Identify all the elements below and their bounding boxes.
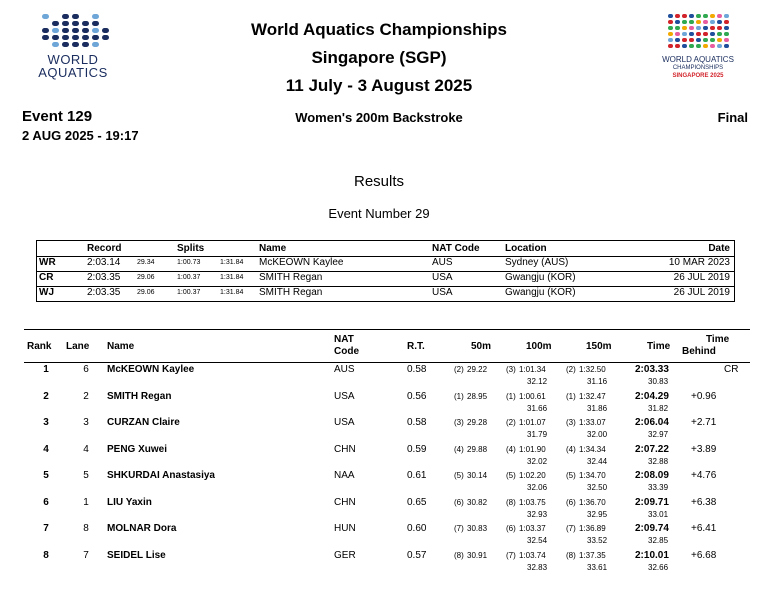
final-time: 2:04.29 (635, 390, 669, 402)
results-header-rt: R.T. (407, 341, 425, 352)
reaction-time: 0.59 (407, 443, 427, 455)
venue-title: Singapore (SGP) (311, 48, 447, 67)
lane: 6 (83, 364, 89, 375)
lane: 1 (83, 496, 89, 508)
record-split-150: 1:31.84 (220, 289, 244, 296)
split-100m: 32.83 (527, 562, 548, 572)
results-header-code: Code (334, 346, 359, 357)
lane: 3 (83, 417, 89, 428)
logo-dot (52, 42, 59, 47)
cumulative-100m: 1:03.74 (519, 550, 546, 560)
record-location: Gwangju (KOR) (505, 287, 576, 298)
nat-code: CHN (334, 496, 356, 508)
cumulative-150m: 1:32.47 (579, 391, 606, 401)
split-100m: 32.06 (527, 483, 548, 492)
results-header-nat: NAT (334, 334, 354, 345)
time-behind: +6.38 (691, 496, 717, 508)
record-time: 2:03.35 (87, 272, 121, 283)
time-behind: +2.71 (691, 417, 717, 428)
event-datetime: 2 AUG 2025 - 19:17 (22, 128, 139, 143)
record-nat: USA (432, 287, 453, 298)
final-time: 2:07.22 (635, 443, 669, 455)
cumulative-100m: 1:03.75 (519, 497, 546, 507)
event-phase: Final (717, 110, 748, 125)
result-row (24, 523, 750, 549)
athlete-name: PENG Xuwei (107, 443, 168, 455)
records-table (36, 240, 735, 302)
record-type: WR (39, 257, 56, 268)
results-heading: Results (353, 173, 405, 190)
dates-title: 11 July - 3 August 2025 (285, 76, 473, 95)
athlete-name: LIU Yaxin (107, 496, 152, 508)
rank: 3 (43, 417, 49, 428)
event-name: Women's 200m Backstroke (295, 110, 463, 125)
athlete-name: McKEOWN Kaylee (107, 364, 195, 375)
lane: 7 (83, 549, 89, 561)
record-date: 10 MAR 2023 (668, 257, 730, 268)
split-150m: 31.16 (587, 377, 608, 386)
logo-dot (102, 14, 109, 19)
place-50m: (3) (454, 418, 464, 427)
split-150m: 31.86 (587, 403, 608, 413)
record-date: 26 JUL 2019 (673, 272, 730, 283)
split-100m: 32.54 (527, 536, 548, 545)
lane: 4 (83, 443, 89, 455)
nat-code: USA (334, 390, 355, 402)
athlete-name: SHKURDAI Anastasiya (107, 470, 215, 481)
lane: 2 (83, 390, 89, 402)
place-100m: (5) (506, 471, 516, 480)
split-50m: 30.82 (467, 497, 488, 507)
record-split-100: 1:00.73 (177, 259, 201, 266)
cumulative-150m: 1:36.70 (579, 497, 606, 507)
results-header-name: Name (107, 341, 135, 352)
championships-logo-line2: CHAMPIONSHIPS (672, 65, 724, 71)
lane: 8 (83, 523, 89, 534)
record-split-50: 29.34 (137, 259, 155, 266)
split-200m: 32.66 (648, 562, 669, 572)
time-behind: +4.76 (691, 470, 717, 481)
records-header-record: Record (87, 243, 122, 254)
cumulative-100m: 1:01.34 (519, 365, 546, 374)
place-50m: (6) (454, 497, 464, 507)
athlete-name: SMITH Regan (107, 390, 172, 402)
split-150m: 32.00 (587, 430, 608, 439)
records-header-nat: NAT Code (432, 243, 480, 254)
record-split-50: 29.06 (137, 274, 155, 281)
place-150m: (6) (566, 497, 576, 507)
place-100m: (4) (506, 444, 516, 454)
split-50m: 29.28 (467, 418, 488, 427)
logo-text-line1: WORLD (47, 52, 99, 67)
record-split-100: 1:00.37 (177, 289, 201, 296)
place-100m: (7) (506, 550, 516, 560)
results-header-lane: Lane (66, 341, 90, 352)
result-row (24, 417, 750, 443)
record-row (37, 287, 734, 301)
place-150m: (1) (566, 391, 576, 401)
logo-dot (62, 42, 69, 47)
time-behind: +0.96 (691, 390, 717, 402)
nat-code: CHN (334, 443, 356, 455)
result-row (24, 550, 750, 576)
place-100m: (2) (506, 418, 516, 427)
reaction-time: 0.58 (407, 364, 427, 375)
logo-dot (52, 14, 59, 19)
split-150m: 32.95 (587, 509, 608, 519)
results-header-time: Time (647, 341, 671, 352)
split-150m: 33.52 (587, 536, 608, 545)
event-number: Event Number 29 (328, 206, 430, 221)
record-type: WJ (39, 287, 54, 298)
results-header-divider (24, 362, 750, 363)
cumulative-100m: 1:01.07 (519, 418, 546, 427)
athlete-name: MOLNAR Dora (107, 523, 177, 534)
logo-dot (92, 14, 99, 19)
record-row (37, 257, 734, 271)
split-100m: 31.79 (527, 430, 548, 439)
record-split-100: 1:00.37 (177, 274, 201, 281)
championships-logo-dot (689, 14, 694, 18)
logo-dot (42, 14, 49, 19)
split-200m: 30.83 (648, 377, 669, 386)
final-time: 2:09.74 (635, 523, 669, 534)
championships-logo-dot (717, 14, 722, 18)
record-date: 26 JUL 2019 (673, 287, 730, 298)
place-50m: (7) (454, 524, 464, 533)
results-header-time-behind-2: Behind (682, 346, 716, 357)
nat-code: USA (334, 417, 355, 428)
split-200m: 32.97 (648, 430, 669, 439)
reaction-time: 0.57 (407, 549, 427, 561)
rank: 1 (43, 364, 49, 375)
place-150m: (5) (566, 471, 576, 480)
results-header-time-behind-1: Time (706, 334, 730, 345)
logo-dot (82, 42, 89, 47)
cumulative-150m: 1:36.89 (579, 524, 606, 533)
logo-dot (72, 42, 79, 47)
split-200m: 32.85 (648, 536, 669, 545)
cumulative-150m: 1:34.70 (579, 471, 606, 480)
result-row (24, 364, 750, 390)
championships-logo-line3: SINGAPORE 2025 (672, 73, 724, 79)
nat-code: HUN (334, 523, 356, 534)
place-150m: (2) (566, 365, 576, 374)
nat-code: AUS (334, 364, 355, 375)
reaction-time: 0.56 (407, 390, 427, 402)
final-time: 2:06.04 (635, 417, 669, 428)
record-split-150: 1:31.84 (220, 259, 244, 266)
records-header-date: Date (708, 243, 730, 254)
record-split-150: 1:31.84 (220, 274, 244, 281)
result-row (24, 497, 750, 523)
championships-logo-dot (668, 14, 673, 18)
reaction-time: 0.58 (407, 417, 427, 428)
rank: 5 (43, 470, 49, 481)
split-100m: 32.12 (527, 377, 548, 386)
record-note: CR (724, 364, 739, 375)
place-50m: (8) (454, 550, 464, 560)
championships-logo-dot (724, 14, 729, 18)
logo-dot (42, 42, 49, 47)
reaction-time: 0.60 (407, 523, 427, 534)
records-header-name: Name (259, 243, 287, 254)
split-50m: 30.91 (467, 550, 488, 560)
cumulative-100m: 1:02.20 (519, 471, 546, 480)
split-100m: 32.02 (527, 456, 548, 466)
split-200m: 31.82 (648, 403, 669, 413)
final-time: 2:10.01 (635, 549, 669, 561)
logo-dot (102, 42, 109, 47)
place-150m: (7) (566, 524, 576, 533)
final-time: 2:09.71 (635, 496, 669, 508)
record-holder-name: McKEOWN Kaylee (259, 257, 344, 268)
lane: 5 (83, 470, 89, 481)
championships-logo-dot (710, 14, 715, 18)
championships-logo-dot (696, 14, 701, 18)
place-150m: (4) (566, 444, 576, 454)
place-100m: (8) (506, 497, 516, 507)
cumulative-100m: 1:00.61 (519, 391, 546, 401)
cumulative-100m: 1:03.37 (519, 524, 546, 533)
place-100m: (6) (506, 524, 516, 533)
time-behind: +6.41 (691, 523, 717, 534)
record-split-50: 29.06 (137, 289, 155, 296)
logo-dot (92, 42, 99, 47)
result-row (24, 470, 750, 496)
record-row (37, 272, 734, 286)
place-50m: (4) (454, 444, 464, 454)
record-time: 2:03.14 (87, 257, 121, 268)
cumulative-100m: 1:01.90 (519, 444, 546, 454)
place-100m: (1) (506, 391, 516, 401)
split-200m: 32.88 (648, 456, 669, 466)
cumulative-150m: 1:32.50 (579, 365, 606, 374)
results-header (24, 330, 750, 362)
record-holder-name: SMITH Regan (259, 287, 323, 298)
athlete-name: SEIDEL Lise (107, 549, 166, 561)
record-holder-name: SMITH Regan (259, 272, 323, 283)
rank: 2 (43, 390, 49, 402)
place-50m: (1) (454, 391, 464, 401)
record-location: Sydney (AUS) (505, 257, 569, 268)
result-row (24, 391, 750, 417)
time-behind: +3.89 (691, 443, 717, 455)
logo-dot (72, 14, 79, 19)
results-header-150m: 150m (586, 341, 612, 352)
place-150m: (3) (566, 418, 576, 427)
rank: 7 (43, 523, 49, 534)
record-nat: USA (432, 272, 453, 283)
split-50m: 29.22 (467, 365, 488, 374)
record-type: CR (39, 272, 54, 283)
time-behind: +6.68 (691, 549, 717, 561)
split-100m: 32.93 (527, 509, 548, 519)
place-150m: (8) (566, 550, 576, 560)
split-150m: 32.44 (587, 456, 608, 466)
athlete-name: CURZAN Claire (107, 417, 180, 428)
championships-logo-dot (703, 14, 708, 18)
split-150m: 33.61 (587, 562, 608, 572)
record-time: 2:03.35 (87, 287, 121, 298)
results-header-rank: Rank (27, 341, 52, 352)
reaction-time: 0.65 (407, 496, 427, 508)
results-header-50m: 50m (471, 341, 492, 352)
rank: 8 (43, 549, 49, 561)
championships-logo-dot (682, 14, 687, 18)
place-50m: (5) (454, 471, 464, 480)
split-50m: 29.88 (467, 444, 488, 454)
logo-dot (82, 14, 89, 19)
final-time: 2:08.09 (635, 470, 669, 481)
nat-code: NAA (334, 470, 355, 481)
split-150m: 32.50 (587, 483, 608, 492)
logo-dot (62, 14, 69, 19)
page-title: World Aquatics Championships (251, 20, 507, 39)
split-50m: 28.95 (467, 391, 488, 401)
place-100m: (3) (506, 365, 516, 374)
final-time: 2:03.33 (635, 364, 669, 375)
reaction-time: 0.61 (407, 470, 427, 481)
record-location: Gwangju (KOR) (505, 272, 576, 283)
rank: 4 (43, 443, 49, 455)
cumulative-150m: 1:33.07 (579, 418, 606, 427)
logo-text-line2: AQUATICS (38, 65, 108, 80)
records-header-location: Location (505, 243, 547, 254)
split-100m: 31.66 (527, 403, 548, 413)
championships-logo-line1: WORLD AQUATICS (662, 55, 734, 64)
split-50m: 30.14 (467, 471, 488, 480)
split-200m: 33.39 (648, 483, 669, 492)
records-header-splits: Splits (177, 243, 205, 254)
split-50m: 30.83 (467, 524, 488, 533)
results-header-100m: 100m (526, 341, 552, 352)
result-row (24, 444, 750, 470)
record-nat: AUS (432, 257, 453, 268)
cumulative-150m: 1:37.35 (579, 550, 606, 560)
event-label: Event 129 (22, 108, 93, 125)
cumulative-150m: 1:34.34 (579, 444, 606, 454)
rank: 6 (43, 496, 49, 508)
nat-code: GER (334, 549, 356, 561)
championships-logo-dot (675, 14, 680, 18)
place-50m: (2) (454, 365, 464, 374)
split-200m: 33.01 (648, 509, 669, 519)
